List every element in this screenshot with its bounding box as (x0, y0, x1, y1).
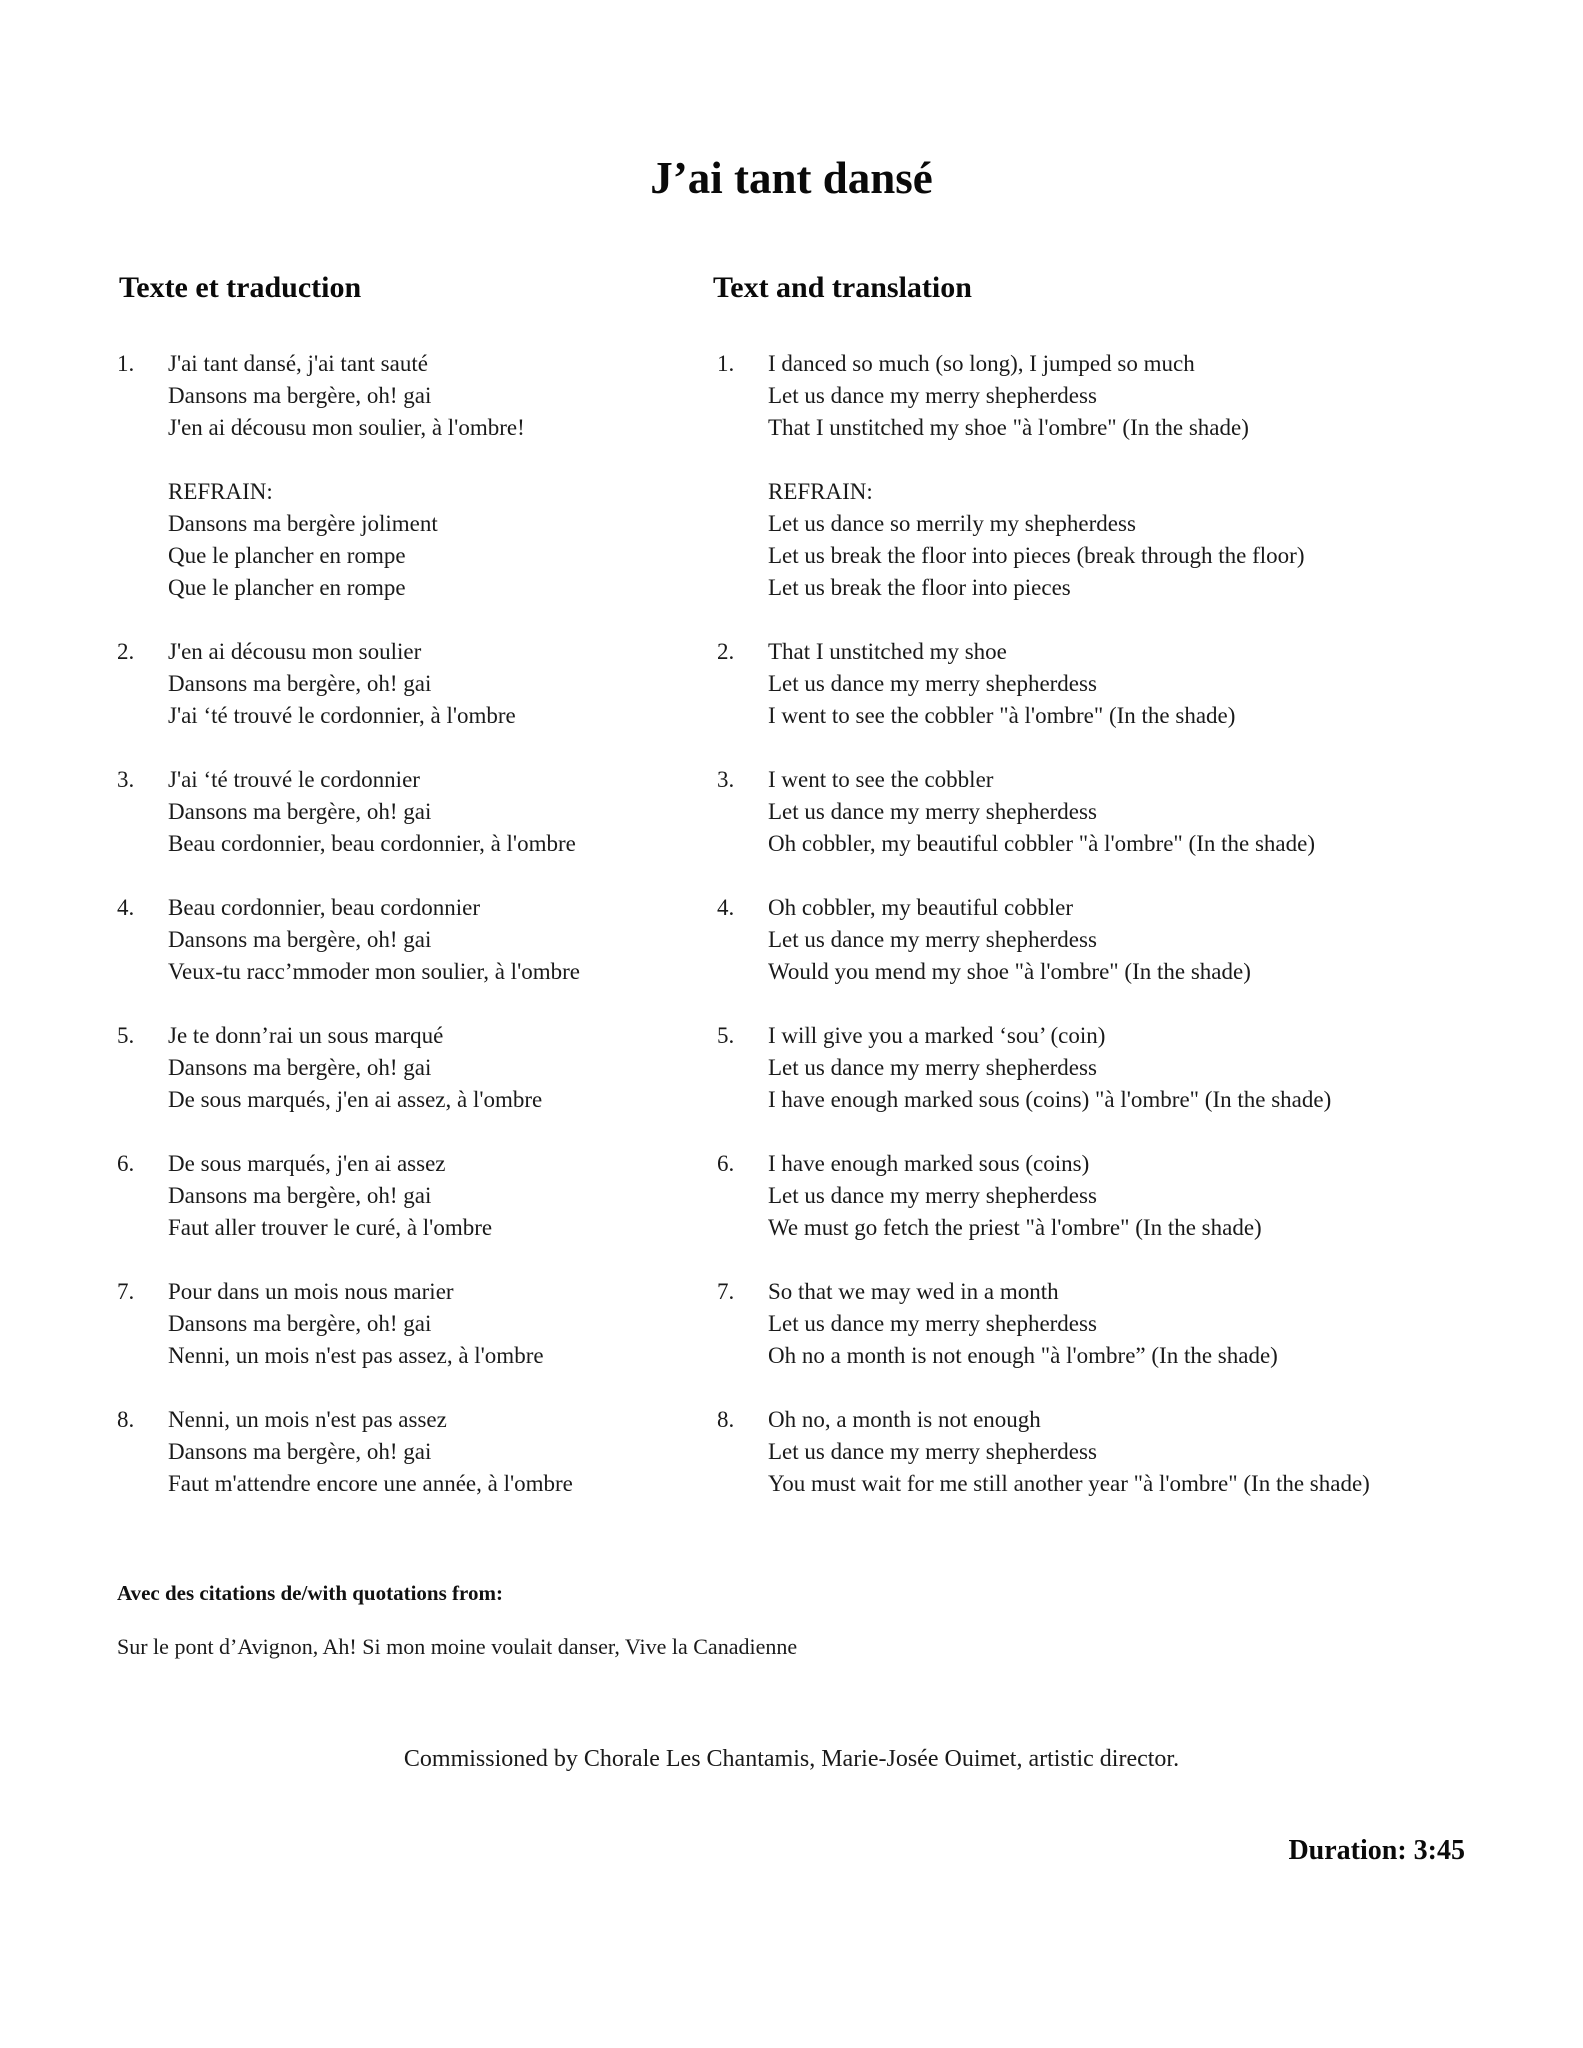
verse-number: 7. (117, 1279, 135, 1304)
verse-line: Oh cobbler, my beautiful cobbler "à l'ombre" (In the shade) (768, 831, 1315, 856)
verse-number: 5. (117, 1023, 135, 1048)
verse-line: Let us dance my merry shepherdess (768, 1439, 1097, 1464)
french-verse (117, 1276, 677, 1372)
verse-line: Would you mend my shoe "à l'ombre" (In the shade) (768, 959, 1251, 984)
english-verse (717, 1020, 1517, 1116)
verse-line: Beau cordonnier, beau cordonnier, à l'ombre (168, 831, 576, 856)
verse-number: 4. (117, 895, 135, 920)
verse-line: Je te donn’rai un sous marqué (168, 1023, 444, 1048)
english-column-heading: Text and translation (713, 271, 972, 304)
english-verse (717, 764, 1517, 860)
verse-number: 8. (717, 1407, 735, 1432)
french-lyrics-column (117, 348, 677, 1532)
refrain-line: Que le plancher en rompe (168, 543, 406, 568)
verse-line: Let us dance my merry shepherdess (768, 383, 1097, 408)
english-verse (717, 1148, 1517, 1244)
french-verse (117, 1020, 677, 1116)
english-verse (717, 348, 1517, 604)
french-verse (117, 892, 677, 988)
verse-line: Dansons ma bergère, oh! gai (168, 799, 432, 824)
verse-lines (168, 892, 677, 988)
verse-number: 5. (717, 1023, 735, 1048)
verse-line: Dansons ma bergère, oh! gai (168, 1311, 432, 1336)
verse-number: 6. (717, 1151, 735, 1176)
verse-number: 4. (717, 895, 735, 920)
verse-line: We must go fetch the priest "à l'ombre" (In the shade) (768, 1215, 1262, 1240)
verse-line: Dansons ma bergère, oh! gai (168, 671, 432, 696)
verse-line: Veux-tu racc’mmoder mon soulier, à l'ombre (168, 959, 580, 984)
french-verse (117, 764, 677, 860)
verse-lines (168, 1276, 677, 1372)
verse-lines (168, 1020, 677, 1116)
commission-note: Commissioned by Chorale Les Chantamis, Marie-Josée Ouimet, artistic director. (403, 1746, 1180, 1772)
verse-line: Let us dance my merry shepherdess (768, 1183, 1097, 1208)
verse-line: Dansons ma bergère, oh! gai (168, 927, 432, 952)
verse-lines (768, 764, 1517, 860)
verse-line: Nenni, un mois n'est pas assez, à l'ombre (168, 1343, 544, 1368)
verse-number: 3. (117, 767, 135, 792)
duration-label: Duration: 3:45 (1288, 1835, 1465, 1866)
verse-line: I have enough marked sous (coins) (768, 1151, 1090, 1176)
refrain-line: Let us break the floor into pieces (768, 575, 1071, 600)
verse-lines (768, 1276, 1517, 1372)
verse-lines (768, 1404, 1517, 1500)
verse-line: Oh no a month is not enough "à l'ombre” (In the shade) (768, 1343, 1278, 1368)
verse-line: Nenni, un mois n'est pas assez (168, 1407, 447, 1432)
french-verse (117, 348, 677, 604)
verse-lines (768, 348, 1517, 604)
verse-line: I went to see the cobbler (768, 767, 994, 792)
french-verse (117, 1404, 677, 1500)
verse-lines (168, 764, 677, 860)
refrain-line: Let us dance so merrily my shepherdess (768, 511, 1136, 536)
verse-line: J'en ai décousu mon soulier (168, 639, 422, 664)
verse-line: I danced so much (so long), I jumped so much (768, 351, 1195, 376)
verse-line: Dansons ma bergère, oh! gai (168, 383, 432, 408)
verse-number: 2. (117, 639, 135, 664)
verse-line: J'en ai décousu mon soulier, à l'ombre! (168, 415, 525, 440)
verse-line: I have enough marked sous (coins) "à l'ombre" (In the shade) (768, 1087, 1332, 1112)
verse-lines (768, 1020, 1517, 1116)
english-verse (717, 892, 1517, 988)
verse-number: 8. (117, 1407, 135, 1432)
refrain-line: Que le plancher en rompe (168, 575, 406, 600)
french-column-heading: Texte et traduction (119, 271, 362, 304)
verse-line: I went to see the cobbler "à l'ombre" (In the shade) (768, 703, 1236, 728)
refrain-line: Let us break the floor into pieces (break through the floor) (768, 543, 1305, 568)
verse-line: You must wait for me still another year "à l'ombre" (In the shade) (768, 1471, 1370, 1496)
verse-number: 1. (117, 351, 135, 376)
song-title: J’ai tant dansé (650, 153, 933, 203)
refrain-label: REFRAIN: (768, 479, 873, 504)
english-verse (717, 636, 1517, 732)
verse-lines (168, 636, 677, 732)
verse-line: I will give you a marked ‘sou’ (coin) (768, 1023, 1106, 1048)
verse-lines (768, 636, 1517, 732)
verse-lines (168, 1404, 677, 1500)
verse-lines (768, 892, 1517, 988)
refrain (768, 476, 1517, 604)
verse-line: Let us dance my merry shepherdess (768, 799, 1097, 824)
verse-line: Let us dance my merry shepherdess (768, 671, 1097, 696)
french-verse (117, 1148, 677, 1244)
refrain (168, 476, 677, 604)
quotations-list: Sur le pont d’Avignon, Ah! Si mon moine voulait danser, Vive la Canadienne (117, 1634, 798, 1659)
english-lyrics-column (717, 348, 1517, 1532)
verse-line: Dansons ma bergère, oh! gai (168, 1055, 432, 1080)
verse-line: That I unstitched my shoe "à l'ombre" (In the shade) (768, 415, 1249, 440)
verse-line: Let us dance my merry shepherdess (768, 1311, 1097, 1336)
verse-number: 6. (117, 1151, 135, 1176)
verse-line: Faut aller trouver le curé, à l'ombre (168, 1215, 493, 1240)
verse-line: Let us dance my merry shepherdess (768, 927, 1097, 952)
verse-line: Oh cobbler, my beautiful cobbler (768, 895, 1074, 920)
verse-line: Faut m'attendre encore une année, à l'ombre (168, 1471, 573, 1496)
verse-number: 7. (717, 1279, 735, 1304)
verse-line: De sous marqués, j'en ai assez (168, 1151, 446, 1176)
verse-line: Pour dans un mois nous marier (168, 1279, 454, 1304)
verse-lines (768, 1148, 1517, 1244)
verse-line: De sous marqués, j'en ai assez, à l'ombre (168, 1087, 543, 1112)
verse-number: 2. (717, 639, 735, 664)
verse-number: 3. (717, 767, 735, 792)
refrain-line: Dansons ma bergère joliment (168, 511, 438, 536)
english-verse (717, 1276, 1517, 1372)
quotations-heading: Avec des citations de/with quotations from: (117, 1581, 503, 1605)
verse-line: Dansons ma bergère, oh! gai (168, 1183, 432, 1208)
english-verse (717, 1404, 1517, 1500)
verse-line: J'ai tant dansé, j'ai tant sauté (168, 351, 428, 376)
verse-lines (168, 348, 677, 604)
verse-line: J'ai ‘té trouvé le cordonnier (168, 767, 420, 792)
verse-number: 1. (717, 351, 735, 376)
refrain-label: REFRAIN: (168, 479, 273, 504)
verse-line: Oh no, a month is not enough (768, 1407, 1041, 1432)
verse-lines (168, 1148, 677, 1244)
french-verse (117, 636, 677, 732)
verse-line: So that we may wed in a month (768, 1279, 1059, 1304)
verse-line: Dansons ma bergère, oh! gai (168, 1439, 432, 1464)
verse-line: J'ai ‘té trouvé le cordonnier, à l'ombre (168, 703, 516, 728)
verse-line: That I unstitched my shoe (768, 639, 1007, 664)
verse-line: Beau cordonnier, beau cordonnier (168, 895, 481, 920)
verse-line: Let us dance my merry shepherdess (768, 1055, 1097, 1080)
